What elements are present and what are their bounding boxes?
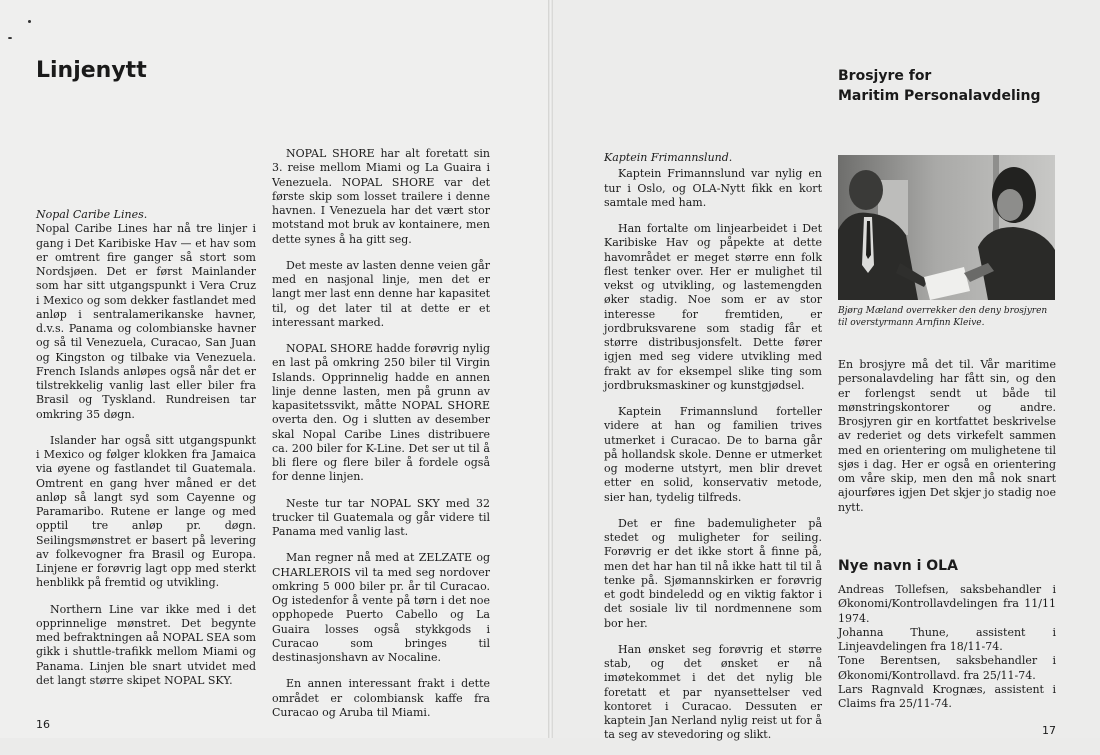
section-heading: Nopal Caribe Lines. [36, 208, 148, 221]
page-title: Linjenytt [36, 58, 147, 83]
title-line: Maritim Personalavdeling [838, 88, 1041, 104]
section-heading: Nye navn i OLA [838, 558, 958, 574]
paragraph: Northern Line var ikke med i det opprinnelige mønstret. Det begynte med befraktningen aå NOPAL SEA som gikk i shuttle-trafikk mellom Miami og Panama. Linjen ble snart utvidet med det langt større skipet NOPAL SKY. [36, 602, 256, 687]
page-number: 17 [1042, 724, 1056, 737]
list-item: Tone Berentsen, saksbehandler i Økonomi/Kontrollavd. fra 25/11-74. [838, 654, 1056, 682]
paragraph: Det meste av lasten denne veien går med en nasjonal linje, men det er langt mer last enn denne har kapasitet til, og det later til at dette er et interessant marked. [272, 258, 490, 329]
article-column-2 [272, 147, 490, 732]
paragraph: NOPAL SHORE har alt foretatt sin 3. reise mellom Miami og La Guaira i Venezuela. NOPAL SHORE var det første skip som losset trailere i denne havnen. I Venezuela har det vært stor motstand mot bruk av kontainere, men dette synes å ha gitt seg. [272, 147, 490, 246]
paragraph: Islander har også sitt utgangspunkt i Mexico og følger klokken fra Jamaica via øyene og fastlandet til Guatemala. Omtrent en gang hver måned er det anløp så langt syd som Cayenne og Paramaribo. Rutene er lange og med opptil tre anløp pr. døgn. Seilingsmønstret er basert på levering av folkevogner fra Brasil og Europa. Linjene er forøvrig lagt opp med sterkt henblikk på fremtid og utvikling. [36, 433, 256, 590]
page-gutter [548, 0, 553, 738]
list-item: Johanna Thune, assistent i Linjeavdelingen fra 18/11-74. [838, 625, 1056, 653]
paragraph: NOPAL SHORE hadde forøvrig nylig en last på omkring 250 biler til Virgin Islands. Opprinnelig hadde en annen linje denne lasten, men på grunn av kapasitetssvikt, måtte NOPAL SHORE overta den. Og i slutten av desember skal Nopal Caribe Lines distribuere ca. 200 biler for K-Line. Det ser ut til å bli flere og flere biler å fordele også for denne linjen. [272, 342, 490, 484]
print-speck [28, 20, 31, 23]
paragraph: En annen interessant frakt i dette området er colombiansk kaffe fra Curacao og Aruba til Miami. [272, 677, 490, 719]
paragraph: Neste tur tar NOPAL SKY med 32 trucker til Guatemala og går videre til Panama med vanlig last. [272, 496, 490, 538]
paragraph: Nopal Caribe Lines har nå tre linjer i gang i Det Karibiske Hav — et hav som er omtrent fire ganger så stort som Nordsjøen. Det er først Mainlander som har sitt utgangspunkt i Vera Cruz i Mexico og som dekker fastlandet med anløp i sentralamerikanske havner, d.v.s. Panama og colombianske havner og så til Venezuela, Curacao, San Juan og Kingston og tilbake via Venezuela. French Islands anløpes også når det er tilstrekkelig vanlig last eller biler fra Brasil og Tyskland. Rundreisen tar omkring 35 døgn. [36, 222, 256, 421]
paragraph: Kaptein Frimannslund forteller videre at han og familien trives utmerket i Curacao. De to barna går på hollandsk skole. Denne er utmerket og moderne utstyrt, men blir drevet etter en solid, konservativ metode, sier han, tydelig tilfreds. [604, 405, 822, 504]
article-column-1 [36, 208, 256, 700]
article-column-4 [838, 358, 1056, 527]
paragraph: Man regner nå med at ZELZATE og CHARLEROIS vil ta med seg nordover omkring 5 000 biler pr. år til Curacao. Og istedenfor å vente på tørn i det noe opphopede Puerto Cabello og La Guaira losses også stykkgods i Curacao som bringes til destinasjonshavn av Nocaline. [272, 551, 490, 664]
print-speck [8, 37, 12, 39]
paragraph: Kaptein Frimannslund var nylig en tur i Oslo, og OLA-Nytt fikk en kort samtale med ham. [604, 167, 822, 209]
list-item: Lars Ragnvald Krognæs, assistent i Claims fra 25/11-74. [838, 682, 1056, 710]
paragraph: En brosjyre må det til. Vår maritime personalavdeling har fått sin, og den er forlengst sendt ut både til mønstringskontorer og andre. Brosjyren gir en kortfattet beskrivelse av rederiet og dets virkefelt sammen med en orientering om mulighetene til sjøs i dag. Her er også en orientering om våre skip, men den må nok snart ajourføres igjen Det skjer jo stadig noe nytt. [838, 358, 1056, 514]
list-item: Andreas Tollefsen, saksbehandler i Økonomi/Kontrollavdelingen fra 11/11 1974. [838, 583, 1056, 625]
page-title [838, 66, 1041, 106]
photo-image [838, 155, 1055, 300]
article-column-3 [604, 151, 822, 755]
photo-caption: Bjørg Mæland overrekker den deny brosjyren til overstyrmann Arnfinn Kleive. [838, 306, 1048, 328]
page-number: 16 [36, 718, 50, 731]
paragraph: Han fortalte om linjearbeidet i Det Karibiske Hav og påpekte at dette havområdet er meget større enn folk flest tenker over. Her er mulighet til vekst og utvikling, og lastemengden øker stadig. Noe som er av stor interesse for fremtiden, er jordbruksvarene som stadig får et større distribusjonsfelt. Dette fører igjen med seg videre utvikling med frakt av for eksempel slike ting som jordbruksmaskiner og kunstgjødsel. [604, 222, 822, 392]
section-heading: Kaptein Frimannslund. [604, 151, 733, 164]
photo [838, 155, 1055, 300]
title-line: Brosjyre for [838, 68, 932, 84]
paragraph: Det er fine bademuligheter på stedet og muligheter for seiling. Forøvrig er det ikke stort å finne på, men det har han til nå ikke hatt til til å tenke på. Sjømannskirken er forøvrig et godt bindeledd og en viktig faktor i det sosiale liv til nordmennene som bor her. [604, 516, 822, 630]
new-names-list [838, 583, 1056, 711]
paragraph: Han ønsket seg forøvrig et større stab, og det ønsket er nå imøtekommet i det det nylig ble foretatt et par nyansettelser ved kontoret i Curacao. Dessuten er kaptein Jan Nerland nylig reist ut for å ta seg av stevedoring og slikt. [604, 642, 822, 742]
